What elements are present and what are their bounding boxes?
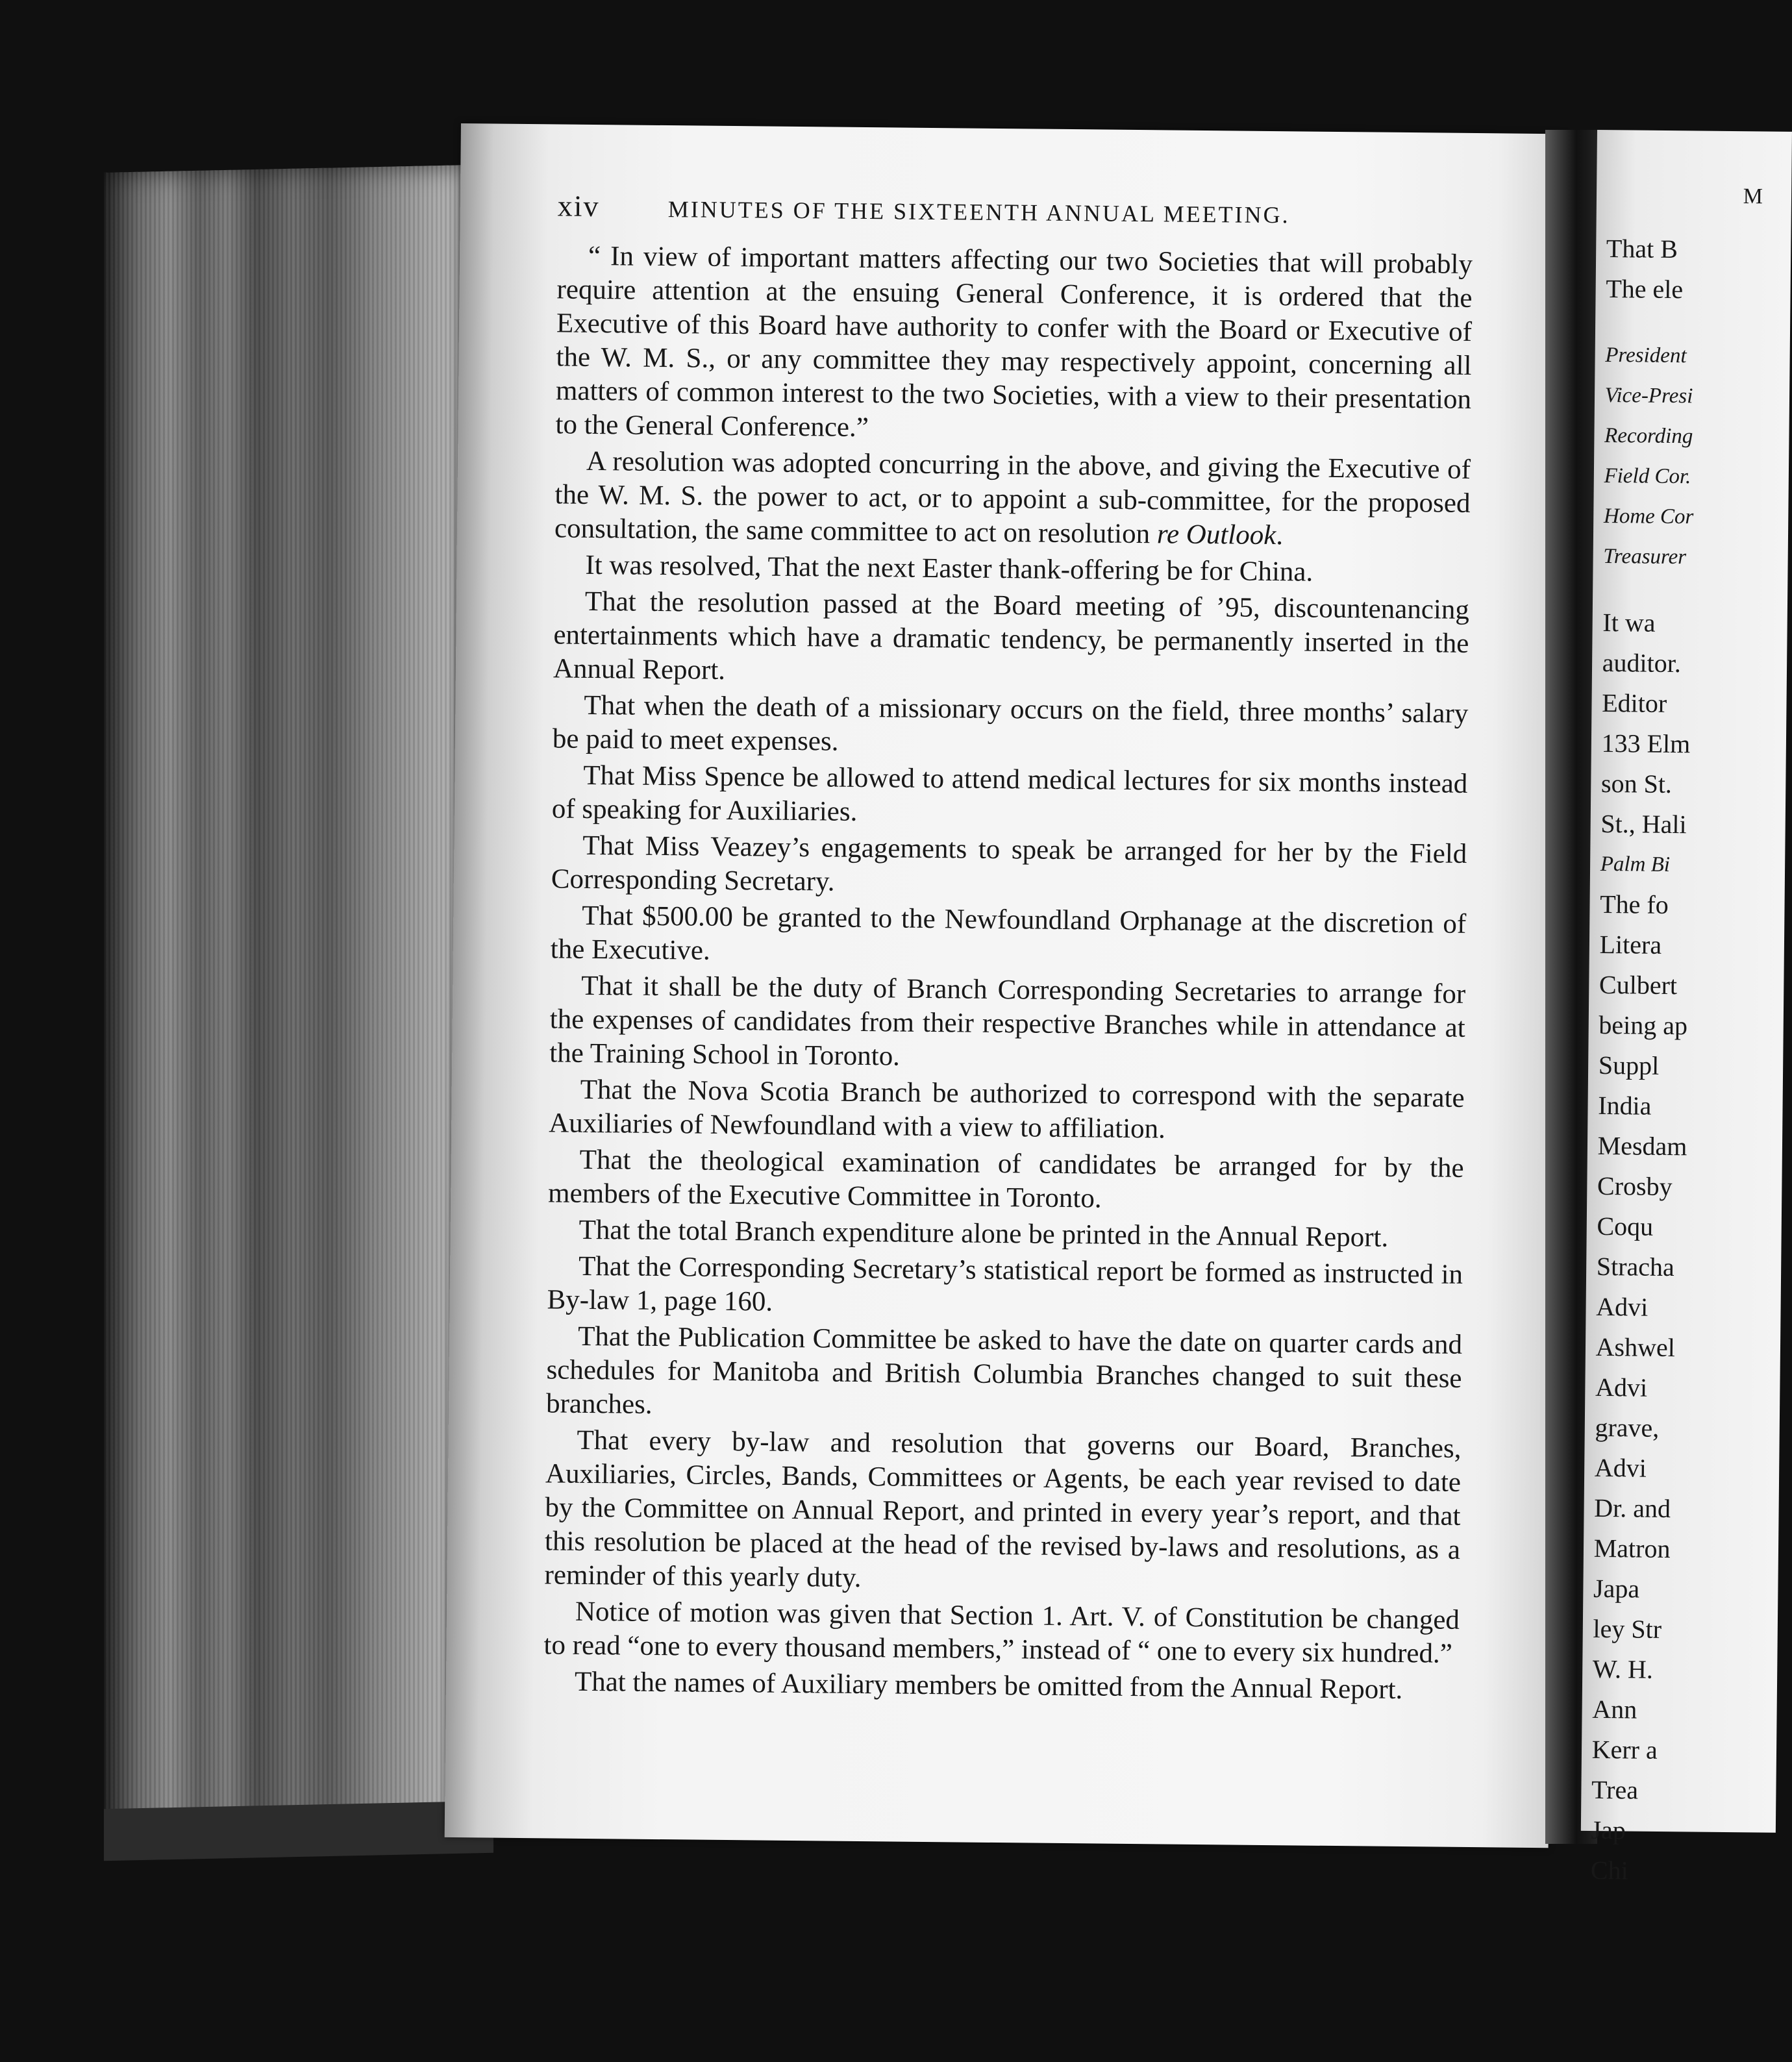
running-header xyxy=(558,189,1473,234)
facing-line: Advi xyxy=(1596,1291,1649,1322)
facing-line: Suppl xyxy=(1598,1050,1660,1080)
paragraph: That the Corresponding Secretary’s statistical report be formed as instructed in By-law 1, page 160. xyxy=(547,1250,1463,1317)
facing-line: W. H. xyxy=(1592,1654,1654,1684)
paragraph-list xyxy=(543,239,1473,1707)
paragraph-text: A resolution was adopted concurring in the above, and giving the Executive of the W. M. S. the power to act, or to appoint a sub-committee, for the proposed consultation, the same committee to act on resolution xyxy=(554,445,1471,550)
facing-line: Trea xyxy=(1591,1774,1639,1805)
facing-line: Home Cor xyxy=(1603,504,1694,529)
paragraph: That when the death of a missionary occurs on the field, three months’ salary be paid to meet expenses. xyxy=(552,689,1469,757)
facing-line: It wa xyxy=(1602,607,1656,638)
facing-line: Japa xyxy=(1593,1573,1640,1604)
facing-line: grave, xyxy=(1595,1412,1660,1443)
paragraph: That the Publication Committee be asked to have the date on quarter cards and schedules for Manitoba and British Columbia Branches changed to suit these branches. xyxy=(545,1321,1463,1420)
facing-line: being ap xyxy=(1599,1010,1688,1041)
facing-line: Mesdam xyxy=(1597,1130,1687,1161)
facing-line: Advi xyxy=(1595,1372,1648,1402)
facing-page-text xyxy=(1591,175,1763,1892)
facing-line: St., Hali xyxy=(1600,808,1687,839)
page-edges xyxy=(104,165,467,1848)
paragraph: That the resolution passed at the Board meeting of ’95, discountenancing entertainments which have a dramatic tendency, be permanently inserted in the Annual Report. xyxy=(553,586,1470,686)
facing-line: Kerr a xyxy=(1591,1734,1658,1765)
facing-line: Matron xyxy=(1593,1533,1671,1564)
facing-line: Editor xyxy=(1601,688,1667,718)
facing-line: Culbert xyxy=(1599,969,1678,1000)
paragraph: That $500.00 be granted to the Newfoundland Orphanage at the discretion of the Executive. xyxy=(550,900,1467,966)
paragraph xyxy=(554,444,1471,554)
facing-line: Jap xyxy=(1591,1815,1626,1845)
facing-line-list xyxy=(1591,229,1763,1892)
facing-line: Chi xyxy=(1590,1855,1628,1885)
paragraph: That the theological examination of candidates be arranged for by the members of the Executive Committee in Toronto. xyxy=(547,1144,1464,1214)
paragraph: That Miss Spence be allowed to attend medical lectures for six months instead of speaking for Auxiliaries. xyxy=(551,760,1468,827)
paragraph: That the total Branch expenditure alone be printed in the Annual Report. xyxy=(579,1214,1389,1253)
page-body xyxy=(543,189,1473,1709)
page-number: xiv xyxy=(557,189,600,223)
facing-header: M xyxy=(1743,184,1765,209)
facing-line: ley Str xyxy=(1593,1613,1662,1644)
facing-line: 133 Elm xyxy=(1601,728,1691,759)
facing-line: India xyxy=(1598,1090,1652,1121)
facing-line: Recording xyxy=(1604,423,1693,449)
facing-line: President xyxy=(1605,343,1687,368)
paragraph: That the Nova Scotia Branch be authorized to correspond with the separate Auxiliaries of Newfoundland with a view to affiliation. xyxy=(548,1074,1465,1145)
facing-line: That B xyxy=(1606,233,1678,264)
facing-line: son St. xyxy=(1600,768,1673,799)
facing-line: Litera xyxy=(1599,929,1662,960)
facing-line: The ele xyxy=(1606,273,1684,304)
paragraph: That Miss Veazey’s engagements to speak be arranged for her by the Field Corresponding Secretary. xyxy=(551,830,1467,897)
paragraph: It was resolved, That the next Easter thank-offering be for China. xyxy=(585,549,1313,588)
paragraph: That the names of Auxiliary members be omitted from the Annual Report. xyxy=(574,1666,1403,1706)
facing-line: Ashwel xyxy=(1595,1332,1676,1363)
facing-line: Advi xyxy=(1594,1452,1647,1483)
facing-line: Field Cor. xyxy=(1604,464,1691,489)
facing-spacer xyxy=(1603,577,1759,604)
paragraph-italic-text: re Outlook xyxy=(1156,519,1276,551)
paragraph: “ In view of important matters affecting our two Societies that will probably require attention at the ensuing General Conference, it is ordered that the Executive of this Board have authority to confer with the Board or Executive of the W. M. S., or any committee they may respectively appoint, concerning all matters of common interest to the two Societies, with a view to their presentation to the General Conference.” xyxy=(555,240,1473,443)
facing-line: auditor. xyxy=(1602,647,1682,678)
facing-line: Palm Bi xyxy=(1600,852,1671,876)
facing-line: Crosby xyxy=(1597,1171,1673,1202)
paragraph: That every by-law and resolution that governs our Board, Branches, Auxiliaries, Circles, Bands, Committees or Agents, be each year revised to date by the Committee on Annual Report, and printed in every year’s report, and that this resolution be placed at the head of the revised by-laws and resolutions, as a reminder of this yearly duty. xyxy=(544,1424,1462,1594)
facing-spacer xyxy=(1606,309,1761,336)
paragraph: Notice of motion was given that Section 1. Art. V. of Constitution be changed to read “one to every thousand members,” instead of “ one to every six hundred.” xyxy=(543,1596,1460,1669)
facing-line: Coqu xyxy=(1597,1211,1654,1241)
facing-line: Vice-Presi xyxy=(1604,383,1693,408)
left-page xyxy=(445,123,1565,1848)
paragraph-text: . xyxy=(1276,520,1284,551)
facing-line: Ann xyxy=(1592,1694,1637,1724)
facing-line: Treasurer xyxy=(1603,544,1687,569)
running-title: MINUTES OF THE SIXTEENTH ANNUAL MEETING. xyxy=(667,196,1290,229)
book-cover-edge xyxy=(104,1801,493,1861)
paragraph: That it shall be the duty of Branch Corresponding Secretaries to arrange for the expenses of candidates from their respective Branches while in attendance at the Training School in Toronto. xyxy=(549,970,1466,1072)
facing-line: The fo xyxy=(1600,889,1669,919)
facing-line: Dr. and xyxy=(1594,1493,1671,1524)
facing-line: Stracha xyxy=(1596,1251,1675,1282)
